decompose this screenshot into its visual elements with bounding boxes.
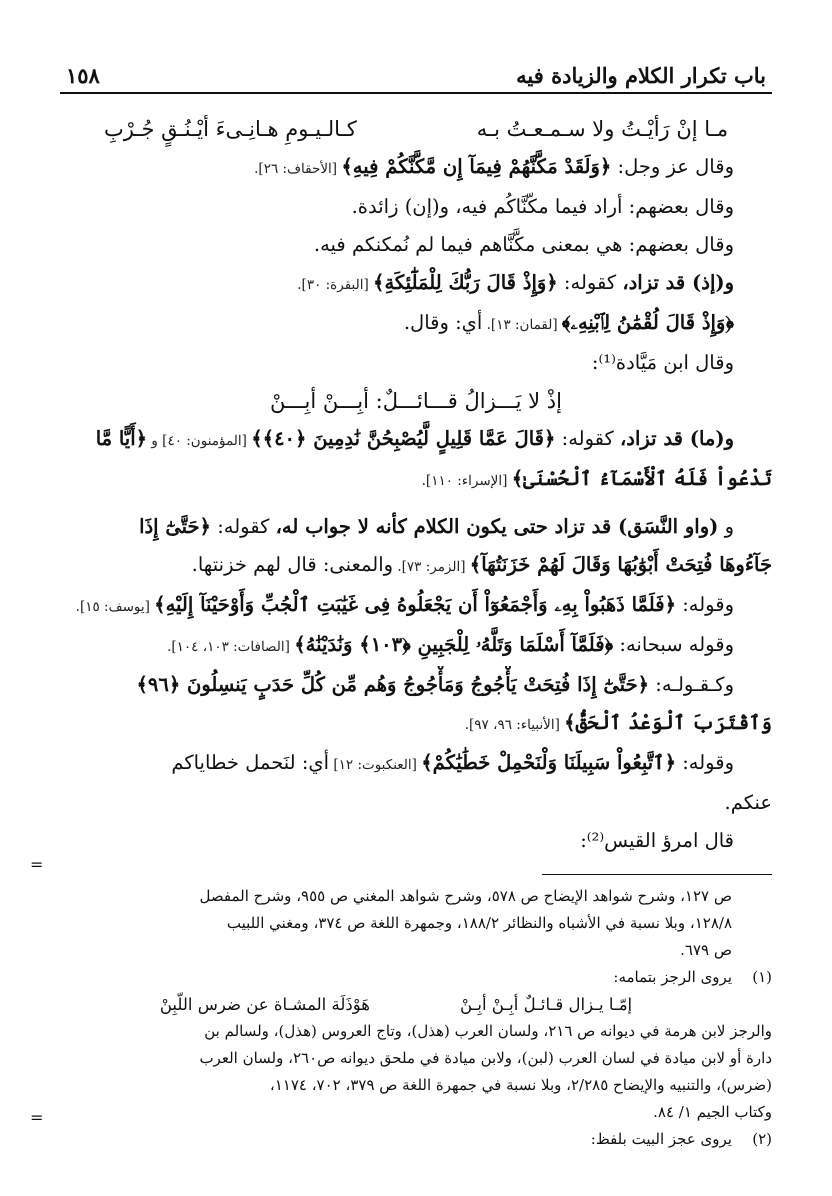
citation: [الإسراء: ١١٠]. <box>421 473 512 489</box>
footnote-continuation <box>60 883 772 964</box>
continuation-mark: = <box>30 855 44 874</box>
continuation-mark: = <box>30 1108 44 1127</box>
text-run: وقوله: <box>676 593 734 616</box>
footnote-line: (ضرس)، والتنبيه والإيضاح ٢/٢٨٥، وبلا نسبة في جمهرة اللغة ص ٣٧٩، ٧٠٢، ١١٧٤، <box>269 1076 772 1094</box>
footnote-verse <box>60 991 732 1018</box>
verse-first-hemistich: إمّـا يـزال قـائـلٌ أبِـنْ أبِـنْ <box>459 995 633 1014</box>
text-run: وقوله سبحانه: <box>613 633 734 656</box>
text-line: وقال بعضهم: أراد فيما مكّنَّاكُم فيه، و(إن) زائدة. <box>351 195 734 218</box>
text-line <box>60 704 772 744</box>
text-line: وقال ابن مَيَّادة⁽¹⁾: <box>591 351 734 374</box>
rule-heading: و(إذ) قد تزاد، <box>622 271 734 294</box>
footnote-line: والرجز لابن هرمة في ديوانه ص ٢١٦، ولسان العرب (هذل)، وتاج العروس (هذل)، ولسالم بن <box>204 1022 772 1040</box>
quran-quote: ﴿فَلَمَّا ذَهَبُواْ بِهِۦ وَأَجْمَعُوٓاْ أَن يَجْعَلُوهُ فِى غَيَٰبَتِ ٱلْجُبِّ وَأَوْحَيْنَآ إِلَيْهِ﴾ <box>154 593 677 616</box>
verse-line: إذْ لا يَـــزالُ قـــائـــلٌ: أبِـــنْ أبِـــنْ <box>270 389 562 413</box>
text-line: قال امرؤ القيس⁽²⁾: <box>580 829 734 852</box>
verse-second-hemistich: هَوْذَلَة المشـاة عن ضرس اللّبِنْ <box>159 995 370 1014</box>
footnote-number: (١) <box>752 968 772 986</box>
footnote-line: ص ٦٧٩. <box>680 941 732 959</box>
quran-quote: ﴿أَيًّا مَّا <box>95 427 148 450</box>
chapter-title: باب تكرار الكلام والزيادة فيه <box>516 63 766 88</box>
rule-heading: (واو النَّسَق) قد تزاد حتى يكون الكلام كأنه لا جواب له، <box>275 515 719 538</box>
citation: [الصافات: ١٠٣، ١٠٤]. <box>167 639 295 655</box>
text-run: وقوله: <box>676 751 734 774</box>
text-run: أي: لنَحمل خطاياكم <box>171 751 330 774</box>
text-line <box>60 508 772 546</box>
text-line: وقال بعضهم: هي بمعنى مكَّنَّاهم فيما لم نُمكنكم فيه. <box>313 233 734 256</box>
text-line <box>60 546 772 586</box>
footnote-line: يروى عجز البيت بلفظ: <box>590 1130 732 1148</box>
text-run: كقوله: <box>211 515 276 538</box>
text-line: عنكم. <box>724 791 772 814</box>
poetry-verse <box>60 110 772 148</box>
text-line <box>60 586 772 626</box>
text-run: وكـقـولـه: <box>649 673 734 696</box>
text-line <box>60 744 772 784</box>
quran-quote: ﴿وَلَقَدْ مَكَّنَّهُمْ فِيمَآ إِن مَّكَّنَّكُمْ فِيهِ﴾ <box>341 155 612 178</box>
footnote-line: ١٢٨/٨، وبلا نسبة في الأشباه والنظائر ١٨٨/٢، وجمهرة اللغة ص ٣٧٤، ومغني اللبيب <box>226 914 732 932</box>
text-line <box>60 626 772 666</box>
footnote-line: يروى الرجز بتمامه: <box>613 968 732 986</box>
quran-quote: ﴿حَتَّىٰٓ إِذَا فُتِحَتْ يَأْجُوجُ وَمَأْجُوجُ وَهُم مِّن كُلِّ حَدَبٍ يَنسِلُونَ ﴿٩٦﴾ <box>136 673 650 696</box>
footnote-separator <box>542 874 772 875</box>
quran-quote: ﴿حَتَّىٰٓ إِذَا <box>139 515 211 538</box>
text-run: كقوله: <box>555 427 621 450</box>
quran-quote: تَدْعُواْ فَلَهُ ٱلْأَسْمَآءُ ٱلْحُسْنَىٰ﴾ <box>511 467 772 490</box>
quran-quote: ﴿فَلَمَّآ أَسْلَمَا وَتَلَّهُۥ لِلْجَبِينِ ﴿١٠٣﴾ وَنَٰدَيْنَٰهُ﴾ <box>294 633 614 656</box>
quran-quote: ﴿ٱتَّبِعُواْ سَبِيلَنَا وَلْنَحْمِلْ خَطَٰيَٰكُمْ﴾ <box>421 751 677 774</box>
text-line <box>60 304 772 344</box>
citation: [لقمان: ١٣]. <box>482 317 562 333</box>
poetry-verse <box>60 382 772 420</box>
rule-heading: و(ما) قد تزاد، <box>620 427 734 450</box>
footnote-line: ص ١٢٧، وشرح شواهد الإيضاح ص ٥٧٨، وشرح شواهد المغني ص ٩٥٥، وشرح المفصل <box>199 887 732 905</box>
footnote-number: (٢) <box>752 1130 772 1148</box>
quran-quote: جَآءُوهَا فُتِحَتْ أَبْوَٰبُهَا وَقَالَ لَهُمْ خَزَنَتُهَآ﴾ <box>469 553 772 576</box>
quran-quote: ﴿وَإِذْ قَالَ لُقْمَٰنُ لِٱبْنِهِۦ﴾ <box>561 311 734 334</box>
text-line <box>60 420 772 460</box>
text-line <box>60 666 772 704</box>
footnote-2 <box>60 1126 772 1153</box>
citation: [يوسف: ١٥]. <box>75 599 155 615</box>
footnote-line: دارة أو لابن ميادة في لسان العرب (لبن)، ولابن ميادة في ملحق ديوانه ص٢٦٠، ولسان العرب <box>199 1049 772 1067</box>
running-header <box>60 52 772 94</box>
citation: [البقرة: ٣٠]. <box>297 277 374 293</box>
text-run: والمعنى: قال لهم خزنتها. <box>191 553 394 576</box>
book-page <box>60 52 772 1162</box>
quran-quote: ﴿قَالَ عَمَّا قَلِيلٍ لَّيُصْبِحُنَّ نَٰدِمِينَ ﴿٤٠﴾﴾ <box>251 427 556 450</box>
citation: [العنكبوت: ١٢] <box>329 757 422 773</box>
text-run: أي: وقال. <box>403 311 483 334</box>
citation: [الأنبياء: ٩٦، ٩٧]. <box>464 717 565 733</box>
quran-quote: وَٱقْتَرَبَ ٱلْوَعْدُ ٱلْحَقُّ﴾ <box>564 711 772 734</box>
footnote-line: وكتاب الجيم ١/ ٨٤. <box>653 1103 772 1121</box>
citation: [المؤمنون: ٤٠] و <box>147 433 252 449</box>
citation: [الزمر: ٧٣]. <box>393 559 470 575</box>
text-line <box>60 264 772 304</box>
main-text <box>60 110 772 860</box>
text-run: كقوله: <box>557 271 623 294</box>
quran-quote: ﴿وَإِذْ قَالَ رَبُّكَ لِلْمَلَٰٓئِكَةِ﴾ <box>373 271 558 294</box>
text-line <box>60 148 772 188</box>
footnotes <box>60 883 772 1153</box>
citation: [الأحقاف: ٢٦]. <box>254 161 342 177</box>
footnote-1 <box>60 964 772 1018</box>
text-run: و <box>718 515 734 538</box>
text-run: وقال عز وجل: <box>611 155 734 178</box>
text-line <box>60 460 772 500</box>
verse-first-hemistich: مـا إنْ رَأيْـتُ ولا سـمـعـتُ بـه <box>476 117 729 141</box>
verse-second-hemistich: كـالـيـومِ هـانِـىءَ أيْـنُـقٍ جُـرْبِ <box>103 117 357 141</box>
page-number: ١٥٨ <box>66 63 100 88</box>
